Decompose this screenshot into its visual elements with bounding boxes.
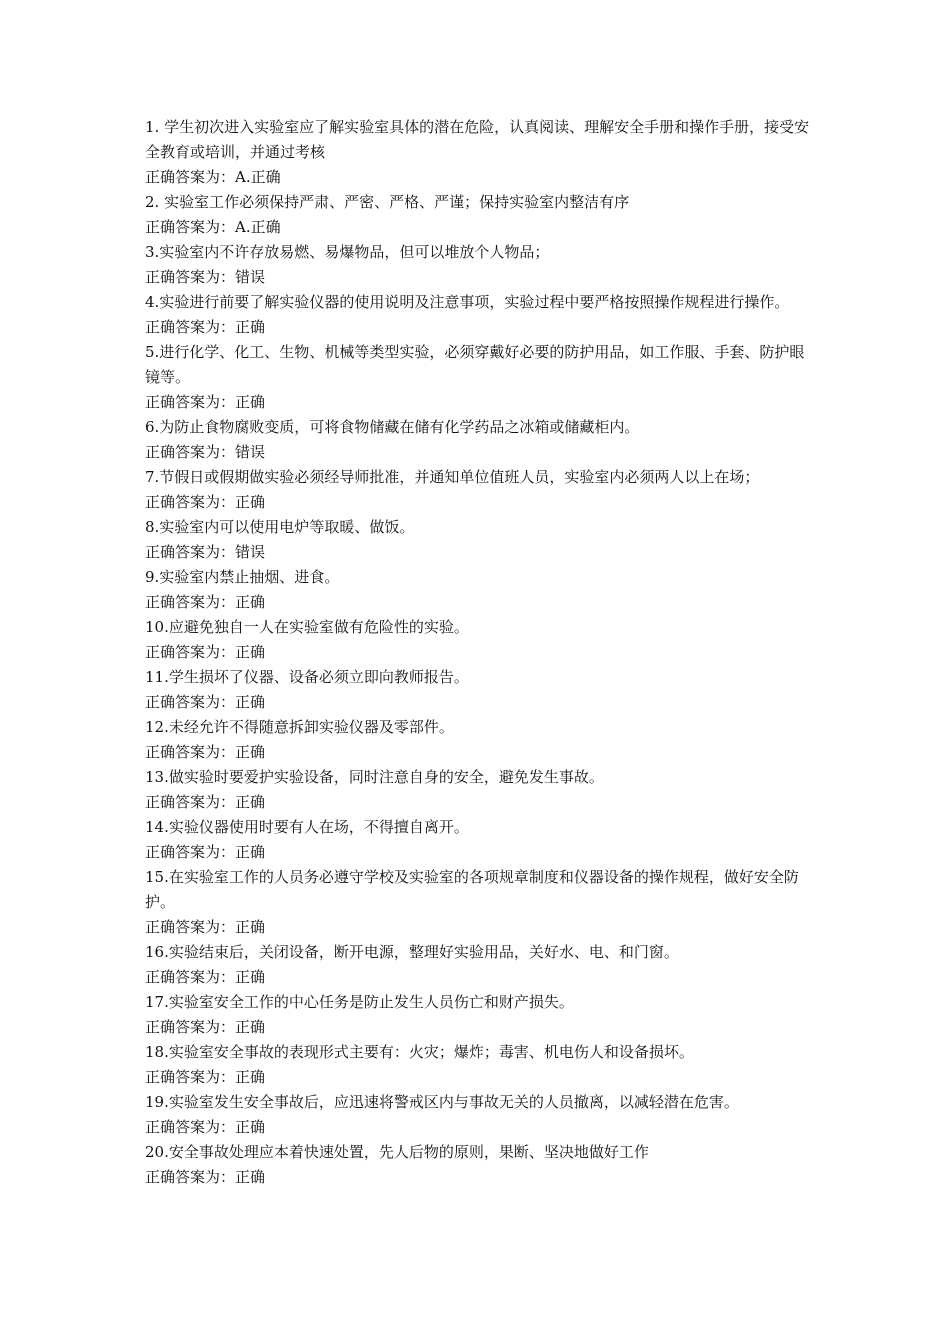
answer-text: 正确答案为：正确 — [145, 793, 266, 811]
answer-text: 正确答案为：正确 — [145, 918, 266, 936]
answer-text: 正确答案为：正确 — [145, 493, 266, 511]
answer-text: 正确答案为：正确 — [145, 693, 266, 711]
question-text: 15.在实验室工作的人员务必遵守学校及实验室的各项规章制度和仪器设备的操作规程，做好安全防护。 — [145, 868, 799, 911]
question-text: 18.实验室安全事故的表现形式主要有：火灾；爆炸；毒害、机电伤人和设备损坏。 — [145, 1043, 694, 1061]
question-text: 19.实验室发生安全事故后，应迅速将警戒区内与事故无关的人员撤离，以减轻潜在危害。 — [145, 1093, 739, 1111]
question-text: 20.安全事故处理应本着快速处置，先人后物的原则，果断、坚决地做好工作 — [145, 1143, 649, 1161]
question-text: 7.节假日或假期做实验必须经导师批准，并通知单位值班人员，实验室内必须两人以上在场； — [145, 468, 760, 486]
question-text: 6.为防止食物腐败变质，可将食物储藏在储有化学药品之冰箱或储藏柜内。 — [145, 418, 640, 436]
answer-text: 正确答案为：正确 — [145, 643, 266, 661]
question-text: 13.做实验时要爱护实验设备，同时注意自身的安全，避免发生事故。 — [145, 768, 604, 786]
answer-text: 正确答案为：错误 — [145, 268, 266, 286]
question-text: 9.实验室内禁止抽烟、进食。 — [145, 568, 340, 586]
answer-text: 正确答案为：错误 — [145, 543, 266, 561]
answer-text: 正确答案为：正确 — [145, 843, 266, 861]
answer-text: 正确答案为：正确 — [145, 393, 266, 411]
answer-text: 正确答案为：正确 — [145, 1068, 266, 1086]
answer-text: 正确答案为：正确 — [145, 1168, 266, 1186]
document-body — [145, 115, 810, 1190]
answer-text: 正确答案为：错误 — [145, 443, 266, 461]
answer-text: 正确答案为：正确 — [145, 1018, 266, 1036]
question-text: 4.实验进行前要了解实验仪器的使用说明及注意事项，实验过程中要严格按照操作规程进行操作。 — [145, 293, 790, 311]
question-text: 11.学生损坏了仪器、设备必须立即向教师报告。 — [145, 668, 469, 686]
answer-text: 正确答案为：正确 — [145, 743, 266, 761]
answer-text: 正确答案为：正确 — [145, 318, 266, 336]
question-text: 3.实验室内不许存放易燃、易爆物品，但可以堆放个人物品； — [145, 243, 550, 261]
answer-text: 正确答案为：正确 — [145, 593, 266, 611]
answer-text: 正确答案为：正确 — [145, 1118, 266, 1136]
answer-text: 正确答案为：A.正确 — [145, 218, 281, 236]
answer-text: 正确答案为：正确 — [145, 968, 266, 986]
question-text: 12.未经允许不得随意拆卸实验仪器及零部件。 — [145, 718, 454, 736]
question-text: 17.实验室安全工作的中心任务是防止发生人员伤亡和财产损失。 — [145, 993, 574, 1011]
question-text: 5.进行化学、化工、生物、机械等类型实验，必须穿戴好必要的防护用品，如工作服、手套、防护眼镜等。 — [145, 343, 805, 386]
question-text: 8.实验室内可以使用电炉等取暖、做饭。 — [145, 518, 415, 536]
question-text: 10.应避免独自一人在实验室做有危险性的实验。 — [145, 618, 469, 636]
question-text: 16.实验结束后，关闭设备，断开电源，整理好实验用品，关好水、电、和门窗。 — [145, 943, 679, 961]
question-text: 14.实验仪器使用时要有人在场，不得擅自离开。 — [145, 818, 469, 836]
question-text: 2. 实验室工作必须保持严肃、严密、严格、严谨；保持实验室内整洁有序 — [145, 193, 630, 211]
answer-text: 正确答案为：A.正确 — [145, 168, 281, 186]
question-text: 1. 学生初次进入实验室应了解实验室具体的潜在危险，认真阅读、理解安全手册和操作手册，接受安全教育或培训，并通过考核 — [145, 118, 810, 161]
